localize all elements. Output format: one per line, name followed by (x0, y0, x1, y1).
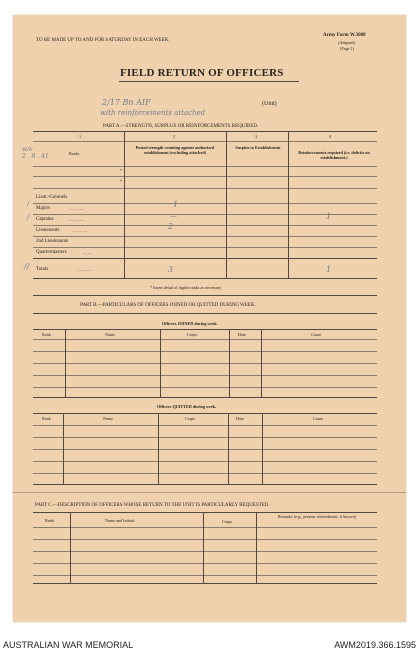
part-c-col-rank: Rank (45, 518, 54, 523)
joined-col-date: Date (238, 332, 246, 337)
dash-leaders: — — — (78, 267, 93, 272)
row-rule (33, 563, 377, 564)
unit-handwriting: 2/17 Bn AIF (102, 98, 151, 107)
part-b-title: PART B.—PARTICULARS OF OFFICERS JOINED OR QUITTED DURING WEEK. (80, 303, 256, 308)
row-rule (33, 551, 377, 552)
form-adapted: (Adapted) (338, 40, 355, 45)
row-rule (33, 539, 377, 540)
joined-col-corps: Corps (187, 332, 198, 337)
joined-heading: Officers JOINED during week. (162, 321, 218, 326)
rank-2nd-lieutenants: 2nd Lieutenants (36, 239, 69, 244)
margin-handwriting: w/e 2 . 8 . 41 (22, 146, 49, 160)
row-rule (33, 461, 377, 462)
row-rule (33, 339, 377, 340)
form-sheet (13, 15, 406, 622)
col-divider (228, 413, 229, 484)
totals-rule (33, 258, 377, 259)
col-number-2: 2 (173, 134, 176, 139)
col-divider (203, 512, 204, 583)
footer-institution: AUSTRALIAN WAR MEMORIAL (3, 640, 134, 650)
hand-majors: 1 (173, 200, 179, 209)
rank-quartermasters: Quartermasters (36, 250, 67, 255)
form-number: Army Form W.3008 (323, 33, 366, 38)
col-divider (288, 131, 289, 278)
row-rule (33, 363, 377, 364)
part-c-bottom-rule (33, 583, 377, 584)
row-rule (33, 425, 377, 426)
form-title: FIELD RETURN OF OFFICERS (120, 67, 284, 79)
part-c-col-remarks: Remarks (e.g., present whereabouts, if known) (277, 514, 357, 519)
dash-leaders: — — — (69, 217, 84, 222)
row-rule (33, 575, 377, 576)
joined-col-cause: Cause (311, 332, 322, 337)
hand-lieutenants: 2 (168, 222, 174, 231)
unit-label: (Unit) (262, 101, 277, 107)
part-a-note: * Insert detail of higher ranks as necessary (150, 285, 222, 290)
asterisk-1: * (120, 168, 123, 173)
dash-leaders: — — — (72, 228, 87, 233)
col-number-3: 3 (255, 134, 258, 139)
fold-line (13, 492, 406, 493)
part-c-col-corps: Corps (222, 519, 233, 524)
part-c-title: PART C.—DESCRIPTION OF OFFICERS WHOSE RETURN TO THE UNIT IS PARTICULARLY REQUESTED. (35, 503, 270, 508)
col-divider (65, 329, 66, 397)
col-divider (226, 131, 227, 278)
part-a-num-rule (33, 141, 377, 142)
row-rule (33, 225, 377, 226)
part-c-top-rule (33, 512, 377, 513)
col-divider (261, 329, 262, 397)
row-rule (33, 203, 377, 204)
rank-lieutenants: Lieutenants (36, 228, 60, 233)
header-instruction: TO BE MADE UP TO AND FOR SATURDAY IN EACH WEEK. (36, 38, 170, 43)
hand-reinf-lieutenants: 1 (326, 212, 332, 221)
hand-tick: // (24, 262, 30, 271)
joined-col-rank: Rank (42, 332, 51, 337)
hand-captains: — (170, 212, 177, 220)
row-rule (33, 188, 377, 189)
rank-majors: Majors (36, 206, 51, 211)
part-a-top-rule (33, 131, 377, 132)
quitted-col-cause: Cause (313, 416, 324, 421)
section-rule (33, 313, 377, 314)
row-rule (33, 437, 377, 438)
col-head-surplus: Surplus to Establishment (235, 145, 281, 150)
col-divider (158, 413, 159, 484)
col-number-4: 4 (329, 134, 332, 139)
footer-accession: AWM2019.366.1595 (334, 640, 416, 650)
row-rule (33, 351, 377, 352)
hand-tick: / (27, 213, 30, 221)
quitted-col-name: Name (103, 416, 113, 421)
row-rule (33, 176, 377, 177)
hand-tick: / (27, 200, 30, 208)
joined-bottom-rule (33, 397, 377, 398)
part-a-title: PART A.—STRENGTH, SURPLUS OR REINFORCEMENTS REQUIRED. (103, 124, 259, 129)
part-c-col-name: Name and Initials (105, 518, 135, 523)
col-number-1: 1 (79, 134, 82, 139)
col-divider (256, 512, 257, 583)
col-divider (70, 512, 71, 583)
col-divider (229, 329, 230, 397)
row-rule (33, 247, 377, 248)
quitted-bottom-rule (33, 484, 377, 485)
archive-footer (0, 637, 419, 653)
quitted-heading: Officers QUITTED during week. (157, 404, 217, 409)
part-a-bottom-rule (33, 278, 377, 279)
row-rule (33, 375, 377, 376)
form-page: (Page 1) (340, 46, 355, 51)
rank-lieut-colonels: Lieut.-Colonels (36, 195, 68, 200)
part-a-head-rule (33, 166, 377, 167)
row-rule (33, 449, 377, 450)
row-rule (33, 387, 377, 388)
asterisk-2: * (120, 179, 123, 184)
col-head-ranks: Ranks (69, 151, 80, 156)
section-rule (33, 295, 377, 296)
rank-captains: Captains (36, 217, 54, 222)
col-divider (262, 413, 263, 484)
quitted-top-rule (33, 413, 377, 414)
joined-col-name: Name (105, 332, 115, 337)
row-rule (33, 473, 377, 474)
col-divider (124, 131, 125, 278)
joined-top-rule (33, 329, 377, 330)
row-rule (33, 236, 377, 237)
title-underline (119, 81, 299, 82)
unit-handwriting-2: with reinforcements attached (100, 109, 206, 117)
hand-reinf-totals: 1 (326, 265, 332, 274)
col-head-reinforcements: Reinforcements required (i.e. deficits on establishment.) (298, 150, 370, 160)
col-head-posted: Posted strength counting against authorized establishment (excluding attached) (135, 145, 215, 155)
col-divider (63, 413, 64, 484)
quitted-col-rank: Rank (42, 416, 51, 421)
quitted-col-date: Date (236, 416, 244, 421)
rank-totals: Totals (36, 267, 49, 272)
dash-leaders: — — — (69, 206, 84, 211)
dash-leaders: — — (83, 250, 93, 255)
quitted-col-corps: Corps (185, 416, 196, 421)
col-divider (160, 329, 161, 397)
hand-totals: 3 (168, 265, 174, 274)
row-rule (33, 527, 377, 528)
